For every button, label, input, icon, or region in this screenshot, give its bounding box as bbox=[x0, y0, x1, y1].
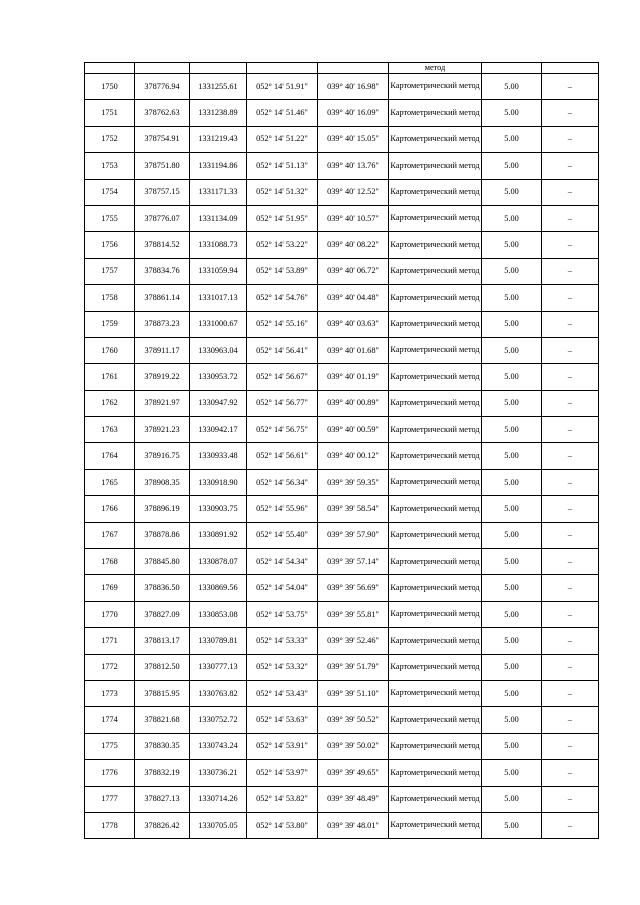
cell-number: 1775 bbox=[85, 733, 135, 759]
cell-number: 1778 bbox=[85, 812, 135, 838]
table-row bbox=[85, 549, 599, 575]
table-row bbox=[85, 100, 599, 126]
cell-x: 378815.95 bbox=[135, 680, 190, 706]
cell-note: – bbox=[542, 575, 599, 601]
cell-y: 1330947.92 bbox=[190, 390, 247, 416]
cell-lon: 039° 40' 16.09" bbox=[318, 100, 389, 126]
cell-note: – bbox=[542, 258, 599, 284]
cell-number: 1759 bbox=[85, 311, 135, 337]
cell-method: Картометрический метод bbox=[389, 126, 482, 152]
cell-method: Картометрический метод bbox=[389, 549, 482, 575]
cell-accuracy: 5.00 bbox=[482, 443, 542, 469]
table-row bbox=[85, 311, 599, 337]
cell-accuracy: 5.00 bbox=[482, 760, 542, 786]
cell-y: 1331171.33 bbox=[190, 179, 247, 205]
cell-x: 378919.22 bbox=[135, 364, 190, 390]
cell-accuracy: 5.00 bbox=[482, 469, 542, 495]
cell-method: Картометрический метод bbox=[389, 285, 482, 311]
table-row bbox=[85, 443, 599, 469]
cell-number: 1770 bbox=[85, 601, 135, 627]
cell-number: 1758 bbox=[85, 285, 135, 311]
cell-lon: 039° 40' 03.63" bbox=[318, 311, 389, 337]
table-row bbox=[85, 417, 599, 443]
cell-number: 1753 bbox=[85, 153, 135, 179]
cell-accuracy bbox=[482, 63, 542, 74]
cell-lat: 052° 14' 56.77" bbox=[247, 390, 318, 416]
cell-accuracy: 5.00 bbox=[482, 285, 542, 311]
cell-accuracy: 5.00 bbox=[482, 601, 542, 627]
cell-method: Картометрический метод bbox=[389, 496, 482, 522]
table-row bbox=[85, 786, 599, 812]
cell-y: 1330942.17 bbox=[190, 417, 247, 443]
cell-x: 378776.94 bbox=[135, 74, 190, 100]
cell-lon: 039° 40' 08.22" bbox=[318, 232, 389, 258]
cell-method: Картометрический метод bbox=[389, 100, 482, 126]
cell-y: 1330918.90 bbox=[190, 469, 247, 495]
cell-y: 1330736.21 bbox=[190, 760, 247, 786]
cell-lon: 039° 40' 10.57" bbox=[318, 205, 389, 231]
cell-number: 1772 bbox=[85, 654, 135, 680]
table-row bbox=[85, 337, 599, 363]
cell-lat: 052° 14' 51.32" bbox=[247, 179, 318, 205]
cell-y: 1330963.04 bbox=[190, 337, 247, 363]
cell-lat: 052° 14' 56.67" bbox=[247, 364, 318, 390]
table-row bbox=[85, 601, 599, 627]
cell-lat: 052° 14' 56.41" bbox=[247, 337, 318, 363]
cell-y: 1331194.86 bbox=[190, 153, 247, 179]
cell-accuracy: 5.00 bbox=[482, 311, 542, 337]
cell-x: 378826.42 bbox=[135, 812, 190, 838]
cell-method: Картометрический метод bbox=[389, 628, 482, 654]
cell-accuracy: 5.00 bbox=[482, 786, 542, 812]
cell-y: 1330953.72 bbox=[190, 364, 247, 390]
cell-x: 378908.35 bbox=[135, 469, 190, 495]
cell-accuracy: 5.00 bbox=[482, 100, 542, 126]
cell-lon: 039° 39' 58.54" bbox=[318, 496, 389, 522]
cell-lat: 052° 14' 55.40" bbox=[247, 522, 318, 548]
cell-accuracy: 5.00 bbox=[482, 654, 542, 680]
cell-note: – bbox=[542, 812, 599, 838]
table-row bbox=[85, 522, 599, 548]
cell-x: 378832.19 bbox=[135, 760, 190, 786]
cell-lon: 039° 40' 06.72" bbox=[318, 258, 389, 284]
cell-lon: 039° 39' 55.81" bbox=[318, 601, 389, 627]
cell-y: 1331238.89 bbox=[190, 100, 247, 126]
cell-method: Картометрический метод bbox=[389, 760, 482, 786]
cell-method: Картометрический метод bbox=[389, 232, 482, 258]
cell-y: 1330891.92 bbox=[190, 522, 247, 548]
cell-lon: 039° 40' 01.68" bbox=[318, 337, 389, 363]
cell-y: 1330777.13 bbox=[190, 654, 247, 680]
cell-x: 378834.76 bbox=[135, 258, 190, 284]
cell-note: – bbox=[542, 760, 599, 786]
cell-y: 1330763.82 bbox=[190, 680, 247, 706]
table-body bbox=[85, 63, 599, 839]
cell-lon: 039° 40' 01.19" bbox=[318, 364, 389, 390]
cell-y: 1330903.75 bbox=[190, 496, 247, 522]
cell-number: 1765 bbox=[85, 469, 135, 495]
cell-x: 378776.07 bbox=[135, 205, 190, 231]
cell-note: – bbox=[542, 364, 599, 390]
cell-method: Картометрический метод bbox=[389, 74, 482, 100]
cell-x: 378814.52 bbox=[135, 232, 190, 258]
cell-x: 378896.19 bbox=[135, 496, 190, 522]
cell-lat: 052° 14' 55.16" bbox=[247, 311, 318, 337]
cell-accuracy: 5.00 bbox=[482, 153, 542, 179]
cell-accuracy: 5.00 bbox=[482, 258, 542, 284]
cell-y bbox=[190, 63, 247, 74]
table-row bbox=[85, 496, 599, 522]
cell-number: 1763 bbox=[85, 417, 135, 443]
cell-accuracy: 5.00 bbox=[482, 417, 542, 443]
table-row bbox=[85, 760, 599, 786]
table-row bbox=[85, 232, 599, 258]
cell-method: Картометрический метод bbox=[389, 575, 482, 601]
cell-accuracy: 5.00 bbox=[482, 549, 542, 575]
cell-accuracy: 5.00 bbox=[482, 628, 542, 654]
cell-number bbox=[85, 63, 135, 74]
cell-x: 378821.68 bbox=[135, 707, 190, 733]
cell-lon: 039° 40' 00.12" bbox=[318, 443, 389, 469]
table-row bbox=[85, 575, 599, 601]
cell-method: Картометрический метод bbox=[389, 311, 482, 337]
cell-x: 378921.23 bbox=[135, 417, 190, 443]
cell-lat: 052° 14' 51.22" bbox=[247, 126, 318, 152]
cell-number: 1752 bbox=[85, 126, 135, 152]
cell-lat: 052° 14' 53.82" bbox=[247, 786, 318, 812]
coordinates-table bbox=[84, 62, 599, 839]
cell-y: 1331219.43 bbox=[190, 126, 247, 152]
table-row bbox=[85, 153, 599, 179]
cell-lat: 052° 14' 56.75" bbox=[247, 417, 318, 443]
cell-lat: 052° 14' 51.13" bbox=[247, 153, 318, 179]
cell-y: 1330743.24 bbox=[190, 733, 247, 759]
table-row bbox=[85, 258, 599, 284]
cell-lat: 052° 14' 54.34" bbox=[247, 549, 318, 575]
cell-accuracy: 5.00 bbox=[482, 733, 542, 759]
cell-method: Картометрический метод bbox=[389, 601, 482, 627]
cell-lat: 052° 14' 53.43" bbox=[247, 680, 318, 706]
cell-lon: 039° 40' 15.05" bbox=[318, 126, 389, 152]
table-row bbox=[85, 390, 599, 416]
cell-number: 1768 bbox=[85, 549, 135, 575]
cell-number: 1777 bbox=[85, 786, 135, 812]
cell-method: Картометрический метод bbox=[389, 417, 482, 443]
cell-number: 1757 bbox=[85, 258, 135, 284]
cell-note: – bbox=[542, 522, 599, 548]
cell-x: 378911.17 bbox=[135, 337, 190, 363]
cell-accuracy: 5.00 bbox=[482, 390, 542, 416]
cell-method: Картометрический метод bbox=[389, 364, 482, 390]
cell-method: Картометрический метод bbox=[389, 337, 482, 363]
cell-lon: 039° 39' 48.01" bbox=[318, 812, 389, 838]
cell-lat: 052° 14' 53.22" bbox=[247, 232, 318, 258]
cell-x: 378754.91 bbox=[135, 126, 190, 152]
cell-y: 1330714.26 bbox=[190, 786, 247, 812]
coordinates-table-page bbox=[84, 62, 598, 839]
cell-x: 378813.17 bbox=[135, 628, 190, 654]
cell-lon: 039° 39' 57.90" bbox=[318, 522, 389, 548]
cell-note: – bbox=[542, 74, 599, 100]
cell-note: – bbox=[542, 733, 599, 759]
cell-lat: 052° 14' 53.89" bbox=[247, 258, 318, 284]
cell-note: – bbox=[542, 601, 599, 627]
cell-y: 1330752.72 bbox=[190, 707, 247, 733]
cell-number: 1773 bbox=[85, 680, 135, 706]
cell-method: Картометрический метод bbox=[389, 390, 482, 416]
cell-y: 1330853.08 bbox=[190, 601, 247, 627]
cell-lon: 039° 39' 50.02" bbox=[318, 733, 389, 759]
cell-number: 1756 bbox=[85, 232, 135, 258]
cell-lon: 039° 39' 48.49" bbox=[318, 786, 389, 812]
cell-y: 1331059.94 bbox=[190, 258, 247, 284]
cell-method: Картометрический метод bbox=[389, 153, 482, 179]
table-row bbox=[85, 74, 599, 100]
cell-lat: 052° 14' 51.91" bbox=[247, 74, 318, 100]
cell-lat: 052° 14' 53.97" bbox=[247, 760, 318, 786]
cell-accuracy: 5.00 bbox=[482, 126, 542, 152]
cell-x: 378861.14 bbox=[135, 285, 190, 311]
cell-y: 1331134.09 bbox=[190, 205, 247, 231]
cell-number: 1767 bbox=[85, 522, 135, 548]
cell-lat: 052° 14' 56.61" bbox=[247, 443, 318, 469]
table-row bbox=[85, 285, 599, 311]
cell-y: 1330789.81 bbox=[190, 628, 247, 654]
cell-lat: 052° 14' 53.75" bbox=[247, 601, 318, 627]
cell-lon: 039° 40' 16.98" bbox=[318, 74, 389, 100]
table-row bbox=[85, 680, 599, 706]
cell-note: – bbox=[542, 126, 599, 152]
cell-method: Картометрический метод bbox=[389, 469, 482, 495]
cell-number: 1751 bbox=[85, 100, 135, 126]
table-row bbox=[85, 126, 599, 152]
cell-x: 378916.75 bbox=[135, 443, 190, 469]
cell-accuracy: 5.00 bbox=[482, 496, 542, 522]
cell-note: – bbox=[542, 153, 599, 179]
cell-x: 378812.50 bbox=[135, 654, 190, 680]
cell-number: 1755 bbox=[85, 205, 135, 231]
cell-lat: 052° 14' 56.34" bbox=[247, 469, 318, 495]
cell-y: 1331017.13 bbox=[190, 285, 247, 311]
cell-y: 1330933.48 bbox=[190, 443, 247, 469]
cell-lon: 039° 39' 51.10" bbox=[318, 680, 389, 706]
cell-method: Картометрический метод bbox=[389, 205, 482, 231]
cell-x: 378836.50 bbox=[135, 575, 190, 601]
table-row bbox=[85, 469, 599, 495]
table-row bbox=[85, 812, 599, 838]
cell-x: 378751.80 bbox=[135, 153, 190, 179]
cell-accuracy: 5.00 bbox=[482, 812, 542, 838]
cell-number: 1769 bbox=[85, 575, 135, 601]
cell-accuracy: 5.00 bbox=[482, 337, 542, 363]
cell-method: Картометрический метод bbox=[389, 812, 482, 838]
cell-lat: 052° 14' 53.80" bbox=[247, 812, 318, 838]
cell-accuracy: 5.00 bbox=[482, 179, 542, 205]
table-row bbox=[85, 654, 599, 680]
table-row bbox=[85, 179, 599, 205]
cell-lat: 052° 14' 53.32" bbox=[247, 654, 318, 680]
cell-y: 1331000.67 bbox=[190, 311, 247, 337]
cell-note bbox=[542, 63, 599, 74]
cell-note: – bbox=[542, 786, 599, 812]
cell-lon: 039° 39' 51.79" bbox=[318, 654, 389, 680]
cell-number: 1774 bbox=[85, 707, 135, 733]
table-row bbox=[85, 364, 599, 390]
cell-note: – bbox=[542, 100, 599, 126]
cell-note: – bbox=[542, 549, 599, 575]
cell-number: 1750 bbox=[85, 74, 135, 100]
cell-accuracy: 5.00 bbox=[482, 680, 542, 706]
cell-accuracy: 5.00 bbox=[482, 232, 542, 258]
cell-accuracy: 5.00 bbox=[482, 522, 542, 548]
cell-method: Картометрический метод bbox=[389, 786, 482, 812]
cell-lat: 052° 14' 54.04" bbox=[247, 575, 318, 601]
cell-lon bbox=[318, 63, 389, 74]
cell-x: 378878.86 bbox=[135, 522, 190, 548]
cell-method: Картометрический метод bbox=[389, 654, 482, 680]
cell-note: – bbox=[542, 337, 599, 363]
cell-lon: 039° 39' 57.14" bbox=[318, 549, 389, 575]
cell-method: метод bbox=[389, 63, 482, 74]
cell-x: 378830.35 bbox=[135, 733, 190, 759]
cell-note: – bbox=[542, 628, 599, 654]
cell-lon: 039° 39' 56.69" bbox=[318, 575, 389, 601]
cell-method: Картометрический метод bbox=[389, 680, 482, 706]
cell-lon: 039° 39' 52.46" bbox=[318, 628, 389, 654]
cell-note: – bbox=[542, 443, 599, 469]
cell-method: Картометрический метод bbox=[389, 707, 482, 733]
table-row bbox=[85, 733, 599, 759]
cell-accuracy: 5.00 bbox=[482, 707, 542, 733]
cell-lat: 052° 14' 53.91" bbox=[247, 733, 318, 759]
cell-note: – bbox=[542, 390, 599, 416]
cell-accuracy: 5.00 bbox=[482, 575, 542, 601]
cell-y: 1331255.61 bbox=[190, 74, 247, 100]
continued-row bbox=[85, 63, 599, 74]
cell-x bbox=[135, 63, 190, 74]
cell-number: 1771 bbox=[85, 628, 135, 654]
cell-note: – bbox=[542, 469, 599, 495]
cell-note: – bbox=[542, 232, 599, 258]
cell-lon: 039° 40' 04.48" bbox=[318, 285, 389, 311]
cell-lat bbox=[247, 63, 318, 74]
cell-lat: 052° 14' 53.63" bbox=[247, 707, 318, 733]
cell-accuracy: 5.00 bbox=[482, 74, 542, 100]
cell-number: 1764 bbox=[85, 443, 135, 469]
cell-note: – bbox=[542, 417, 599, 443]
cell-accuracy: 5.00 bbox=[482, 205, 542, 231]
cell-note: – bbox=[542, 179, 599, 205]
cell-method: Картометрический метод bbox=[389, 522, 482, 548]
cell-note: – bbox=[542, 707, 599, 733]
cell-number: 1766 bbox=[85, 496, 135, 522]
cell-number: 1761 bbox=[85, 364, 135, 390]
cell-y: 1330705.05 bbox=[190, 812, 247, 838]
cell-x: 378762.63 bbox=[135, 100, 190, 126]
cell-y: 1330878.07 bbox=[190, 549, 247, 575]
cell-lon: 039° 40' 13.76" bbox=[318, 153, 389, 179]
cell-note: – bbox=[542, 285, 599, 311]
table-row bbox=[85, 205, 599, 231]
cell-x: 378827.09 bbox=[135, 601, 190, 627]
cell-note: – bbox=[542, 496, 599, 522]
cell-x: 378757.15 bbox=[135, 179, 190, 205]
cell-y: 1331088.73 bbox=[190, 232, 247, 258]
cell-lon: 039° 40' 00.59" bbox=[318, 417, 389, 443]
cell-lat: 052° 14' 51.95" bbox=[247, 205, 318, 231]
cell-lon: 039° 40' 00.89" bbox=[318, 390, 389, 416]
cell-number: 1762 bbox=[85, 390, 135, 416]
cell-note: – bbox=[542, 311, 599, 337]
cell-lat: 052° 14' 55.96" bbox=[247, 496, 318, 522]
cell-lat: 052° 14' 54.76" bbox=[247, 285, 318, 311]
cell-note: – bbox=[542, 654, 599, 680]
cell-x: 378845.80 bbox=[135, 549, 190, 575]
cell-accuracy: 5.00 bbox=[482, 364, 542, 390]
cell-number: 1760 bbox=[85, 337, 135, 363]
table-row bbox=[85, 628, 599, 654]
cell-lon: 039° 40' 12.52" bbox=[318, 179, 389, 205]
table-row bbox=[85, 707, 599, 733]
cell-number: 1776 bbox=[85, 760, 135, 786]
cell-method: Картометрический метод bbox=[389, 733, 482, 759]
cell-note: – bbox=[542, 205, 599, 231]
cell-x: 378873.23 bbox=[135, 311, 190, 337]
cell-method: Картометрический метод bbox=[389, 443, 482, 469]
cell-lat: 052° 14' 53.33" bbox=[247, 628, 318, 654]
cell-y: 1330869.56 bbox=[190, 575, 247, 601]
cell-x: 378921.97 bbox=[135, 390, 190, 416]
cell-method: Картометрический метод bbox=[389, 179, 482, 205]
cell-lon: 039° 39' 50.52" bbox=[318, 707, 389, 733]
cell-lon: 039° 39' 49.65" bbox=[318, 760, 389, 786]
cell-x: 378827.13 bbox=[135, 786, 190, 812]
cell-method: Картометрический метод bbox=[389, 258, 482, 284]
cell-lon: 039° 39' 59.35" bbox=[318, 469, 389, 495]
cell-number: 1754 bbox=[85, 179, 135, 205]
cell-note: – bbox=[542, 680, 599, 706]
cell-lat: 052° 14' 51.46" bbox=[247, 100, 318, 126]
